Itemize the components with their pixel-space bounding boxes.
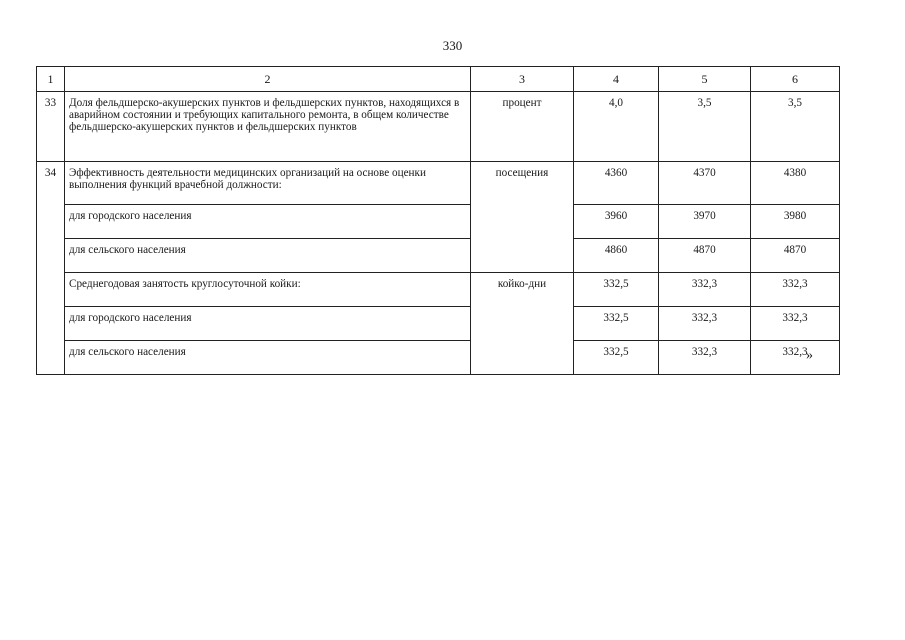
value-col-5: 4370 [659, 162, 751, 205]
value-col-6: 3,5 [751, 92, 840, 162]
table-row [37, 341, 840, 375]
value-col-6: 3980 [751, 205, 840, 239]
table-row [37, 92, 840, 162]
value-col-4: 4860 [574, 239, 659, 273]
value-col-5: 3970 [659, 205, 751, 239]
header-col-6: 6 [751, 67, 840, 92]
unit-cell: посещения [471, 162, 574, 273]
header-col-4: 4 [574, 67, 659, 92]
table-row [37, 239, 840, 273]
page-number: 330 [442, 38, 463, 53]
value-col-6: 332,3 [751, 273, 840, 307]
value-col-4: 3960 [574, 205, 659, 239]
value-col-6: 332,3 [751, 307, 840, 341]
value-col-5: 332,3 [659, 273, 751, 307]
header-col-5: 5 [659, 67, 751, 92]
row-number: 33 [37, 92, 65, 162]
table-row [37, 273, 840, 307]
indicator-name: для сельского населения [65, 341, 471, 375]
value-col-5: 4870 [659, 239, 751, 273]
indicator-table [36, 66, 840, 375]
value-col-4: 4360 [574, 162, 659, 205]
table-row [37, 205, 840, 239]
table-row [37, 307, 840, 341]
row-number: 34 [37, 162, 65, 375]
indicator-name: для городского населения [65, 205, 471, 239]
unit-cell: койко-дни [471, 273, 574, 375]
indicator-name: для сельского населения [65, 239, 471, 273]
indicator-name: Среднегодовая занятость круглосуточной койки: [65, 273, 471, 307]
indicator-name: Эффективность деятельности медицинских организаций на основе оценки выполнения функций врачебной должности: [65, 162, 471, 205]
header-col-2: 2 [65, 67, 471, 92]
value-col-6: 332,3 [751, 341, 840, 375]
value-col-5: 332,3 [659, 307, 751, 341]
closing-quote-mark: » [806, 348, 813, 363]
value-col-5: 3,5 [659, 92, 751, 162]
unit-cell: процент [471, 92, 574, 162]
table-header-row [37, 67, 840, 92]
value-col-4: 332,5 [574, 341, 659, 375]
indicator-name: Доля фельдшерско-акушерских пунктов и фельдшерских пунктов, находящихся в аварийном состоянии и требующих капитального ремонта, в общем количестве фельдшерско-акушерских пунктов и фельдшерских пунктов [65, 92, 471, 162]
value-col-5: 332,3 [659, 341, 751, 375]
header-col-3: 3 [471, 67, 574, 92]
value-col-4: 332,5 [574, 273, 659, 307]
value-col-4: 4,0 [574, 92, 659, 162]
indicator-name: для городского населения [65, 307, 471, 341]
header-col-1: 1 [37, 67, 65, 92]
table-row [37, 162, 840, 205]
value-col-4: 332,5 [574, 307, 659, 341]
value-col-6: 4870 [751, 239, 840, 273]
value-col-6: 4380 [751, 162, 840, 205]
